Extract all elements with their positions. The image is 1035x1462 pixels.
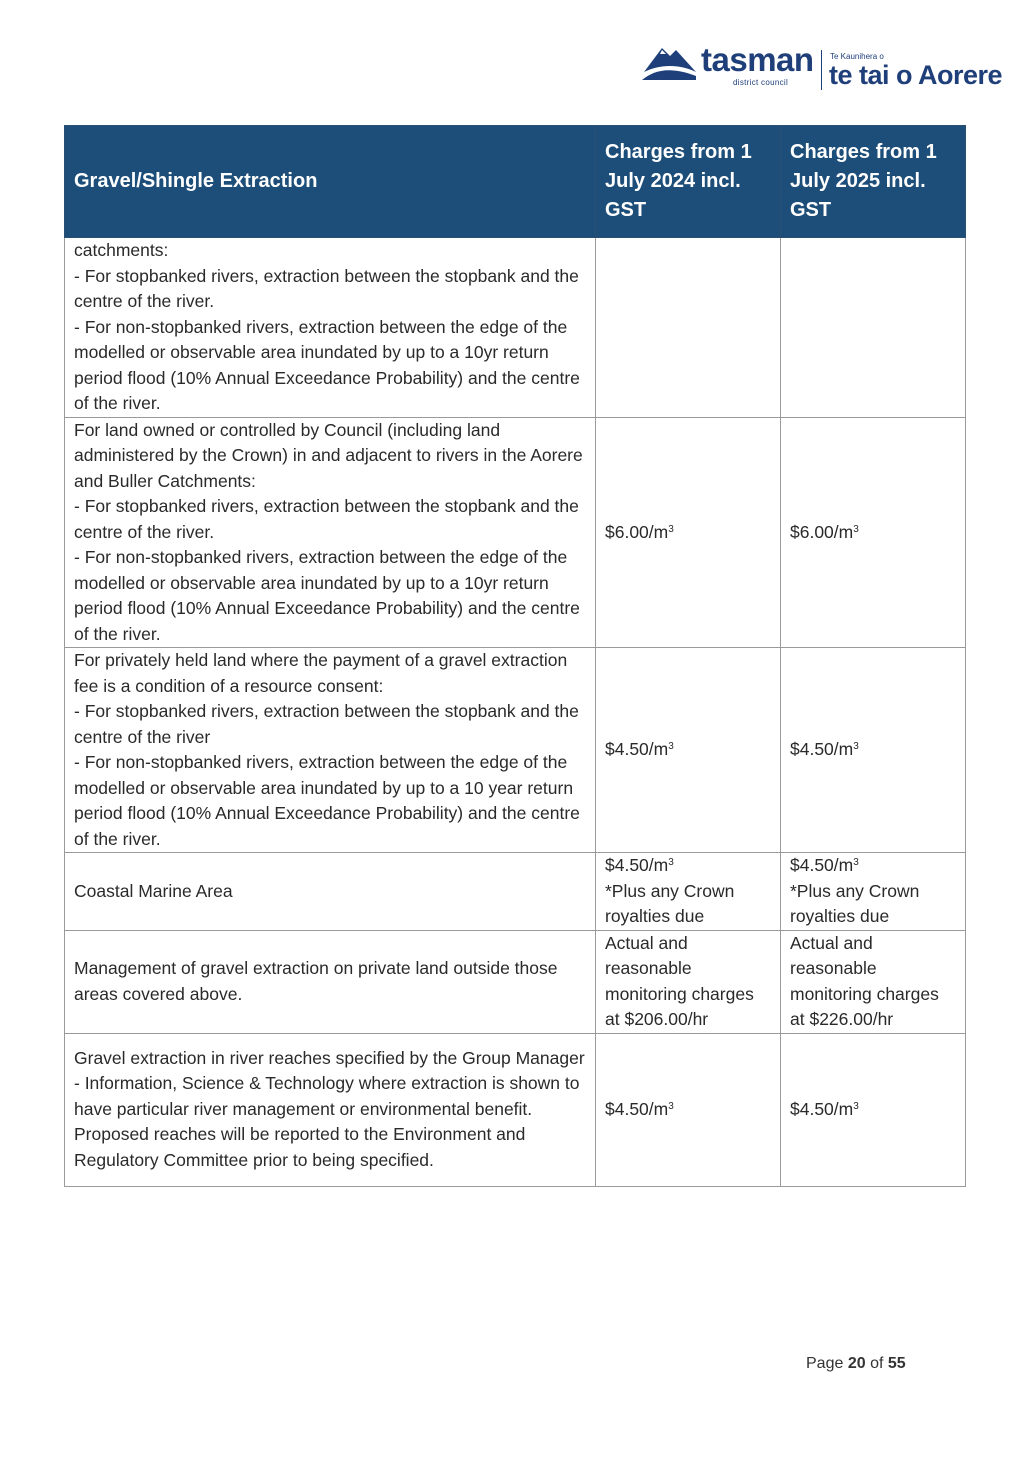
charge-unit-exponent: 3: [853, 741, 859, 753]
table-row: [65, 853, 966, 931]
table-row: [65, 238, 966, 418]
charge-note: *Plus any Crown royalties due: [790, 880, 920, 926]
row-description: For privately held land where the payment of a gravel extraction fee is a condition of a resource consent: - For stopbanked rivers, extraction between the stopbank and the centre of the river - For non-stopbanked rivers, extraction between the edge of the modelled or observable area inundated by up to a 10 year return period flood (10% Annual Exceedance Probability) and the centre of the river.: [65, 648, 596, 853]
charge-2025: [781, 1033, 966, 1186]
row-description: catchments: - For stopbanked rivers, extraction between the stopbank and the centre of the river. - For non-stopbanked rivers, extraction between the edge of the modelled or observable area inundated by up to a 10yr return period flood (10% Annual Exceedance Probability) and the centre of the river.: [65, 238, 596, 418]
logo-divider: [821, 50, 822, 90]
table-row: [65, 930, 966, 1033]
charge-2025: [781, 853, 966, 931]
row-description: Coastal Marine Area: [65, 853, 596, 931]
charge-unit-exponent: 3: [853, 523, 859, 535]
charge-2024: Actual and reasonable monitoring charges at $206.00/hr: [596, 930, 781, 1033]
page-of-label: of: [870, 1355, 884, 1372]
charge-value: $4.50/m: [790, 739, 854, 760]
charge-value: $4.50/m: [605, 855, 669, 875]
table-row: [65, 417, 966, 648]
charge-2025: [781, 417, 966, 648]
charge-unit-exponent: 3: [668, 857, 674, 868]
charge-unit-exponent: 3: [668, 741, 674, 753]
logo-subtitle: district council: [733, 78, 789, 87]
row-description: Gravel extraction in river reaches specified by the Group Manager - Information, Science & Technology where extraction is shown to have particular river management or environmental benefit. Proposed reaches will be reported to the Environment and Regulatory Committee prior to being specified.: [65, 1033, 596, 1186]
logo-maori-prefix: Te Kaunihera o: [830, 52, 884, 61]
mountain-logo-icon: [640, 42, 698, 82]
page-number: [806, 1355, 906, 1373]
column-header-2025: Charges from 1 July 2025 incl. GST: [781, 126, 966, 238]
charge-2024: [596, 853, 781, 931]
charge-2024: [596, 238, 781, 418]
charge-2024: [596, 648, 781, 853]
column-header-2024: Charges from 1 July 2024 incl. GST: [596, 126, 781, 238]
page-label: Page: [806, 1355, 844, 1372]
gravel-fees-table: [64, 125, 966, 1187]
table-row: [65, 1033, 966, 1186]
page-total: 55: [887, 1355, 906, 1372]
charge-value: $4.50/m: [790, 1098, 854, 1119]
charge-note: *Plus any Crown royalties due: [605, 880, 735, 926]
charge-value: $4.50/m: [790, 855, 854, 875]
charge-unit-exponent: 3: [668, 523, 674, 535]
table-header-row: [65, 126, 966, 238]
charge-value: $6.00/m: [790, 521, 854, 542]
charge-2025: [781, 238, 966, 418]
charge-2025: [781, 648, 966, 853]
tasman-logo: [640, 40, 1005, 95]
charge-2025: Actual and reasonable monitoring charges at $226.00/hr: [781, 930, 966, 1033]
charge-value: $6.00/m: [605, 521, 669, 542]
row-description: Management of gravel extraction on private land outside those areas covered above.: [65, 930, 596, 1033]
charge-2024: [596, 417, 781, 648]
charge-unit-exponent: 3: [853, 1100, 859, 1112]
charge-unit-exponent: 3: [668, 1100, 674, 1112]
logo-wordmark: tasman: [701, 41, 814, 78]
charge-2024: [596, 1033, 781, 1186]
charge-unit-exponent: 3: [853, 857, 859, 868]
logo-maori-name: te tai o Aorere: [829, 60, 1003, 90]
row-description: For land owned or controlled by Council (including land administered by the Crown) in and adjacent to rivers in the Aorere and Buller Catchments: - For stopbanked rivers, extraction between the stopbank and the centre of the river. - For non-stopbanked rivers, extraction between the edge of the modelled or observable area inundated by up to a 10yr return period flood (10% Annual Exceedance Probability) and the centre of the river.: [65, 417, 596, 648]
page-current: 20: [847, 1355, 866, 1372]
charge-value: $4.50/m: [605, 1098, 669, 1119]
charge-value: $4.50/m: [605, 739, 669, 760]
table-row: [65, 648, 966, 853]
column-header-activity: Gravel/Shingle Extraction: [65, 126, 596, 238]
